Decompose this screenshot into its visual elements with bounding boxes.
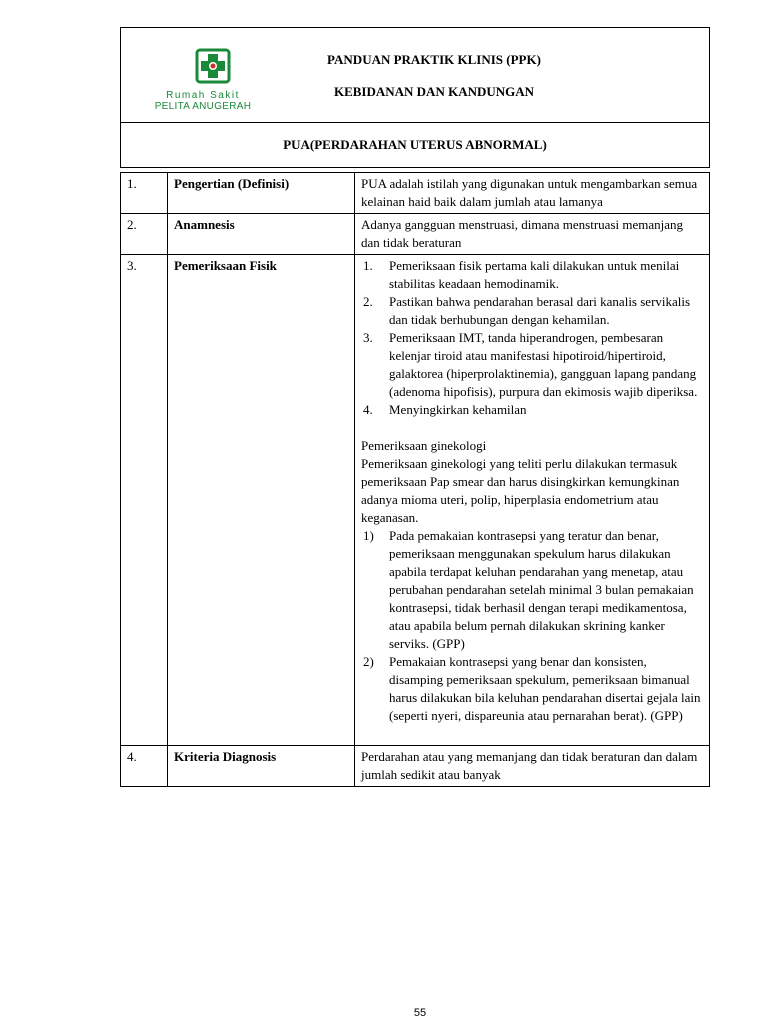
row-label: Pemeriksaan Fisik: [168, 255, 355, 746]
list-item: 4. Menyingkirkan kehamilan: [363, 402, 527, 417]
department-title: KEBIDANAN DAN KANDUNGAN: [333, 84, 535, 99]
physical-exam-list: [361, 257, 703, 419]
row-label: Pengertian (Definisi): [168, 173, 355, 214]
row-number: 3.: [121, 255, 168, 746]
logo-text-line2: PELITA ANUGERAH: [154, 101, 252, 112]
list-item: 2) Pemakaian kontrasepsi yang benar dan konsisten, disamping pemeriksaan spekulum, pemeriksaan bimanual harus dilakukan bila keluhan pendarahan disertai gejala lain (seperti nyeri, dispareunia atau pernarahan berat). (GPP): [363, 654, 701, 723]
hospital-logo: [147, 48, 277, 116]
gynecology-heading: Pemeriksaan ginekologi: [361, 438, 487, 453]
row-content: Adanya gangguan menstruasi, dimana menstruasi memanjang dan tidak beraturan: [355, 214, 710, 255]
row-content: [355, 255, 710, 746]
document-title: PANDUAN PRAKTIK KLINIS (PPK): [327, 52, 541, 67]
logo-text-line1: Rumah Sakit: [166, 90, 240, 101]
list-item: 2. Pastikan bahwa pendarahan berasal dari kanalis servikalis dan tidak berhubungan dengan kehamilan.: [363, 294, 691, 327]
table-row: [121, 173, 710, 214]
row-label: Anamnesis: [168, 214, 355, 255]
header-divider: [121, 122, 709, 123]
table-row: [121, 255, 710, 746]
table-row: [121, 214, 710, 255]
gynecology-list: [361, 527, 703, 725]
row-number: 2.: [121, 214, 168, 255]
list-item: 1. Pemeriksaan fisik pertama kali dilakukan untuk menilai stabilitas keadaan hemodinamik.: [363, 258, 680, 291]
header-top-section: [121, 28, 709, 122]
row-number: 4.: [121, 746, 168, 787]
page-number: 55: [413, 1007, 427, 1019]
document-header: [120, 27, 710, 168]
gynecology-text: Pemeriksaan ginekologi yang teliti perlu dilakukan termasuk pemeriksaan Pap smear dan harus disingkirkan kemungkinan adanya mioma uteri, polip, hiperplasia endometrium atau keganasan.: [361, 456, 680, 525]
row-content: PUA adalah istilah yang digunakan untuk mengambarkan semua kelainan haid baik dalam jumlah atau lamanya: [355, 173, 710, 214]
table-row: [121, 746, 710, 787]
row-label: Kriteria Diagnosis: [168, 746, 355, 787]
list-item: 3. Pemeriksaan IMT, tanda hiperandrogen, pembesaran kelenjar tiroid atau manifestasi hipotiroid/hipertiroid, galaktorea (hiperprolaktinemia), gangguan lapang pandang (adenoma hipofisis), purpura dan ekimosis wajib diperiksa.: [363, 330, 698, 399]
row-content: Perdarahan atau yang memanjang dan tidak beraturan dan dalam jumlah sedikit atau banyak: [355, 746, 710, 787]
row-number: 1.: [121, 173, 168, 214]
subject-title: PUA(PERDARAHAN UTERUS ABNORMAL): [283, 137, 547, 152]
list-item: 1) Pada pemakaian kontrasepsi yang teratur dan benar, pemeriksaan menggunakan spekulum harus dilakukan apabila terdapat keluhan pendarahan yang menetap, atau perubahan pendarahan setelah minimal 3 bulan pemakaian kontrasepsi, tidak berhasil dengan terapi medikamentosa, atau apabila belum pernah dilakukan skrining kanker serviks. (GPP): [363, 528, 694, 651]
hospital-cross-icon: [195, 48, 231, 91]
clinical-guideline-table: [120, 172, 710, 787]
spacer: [361, 419, 703, 437]
